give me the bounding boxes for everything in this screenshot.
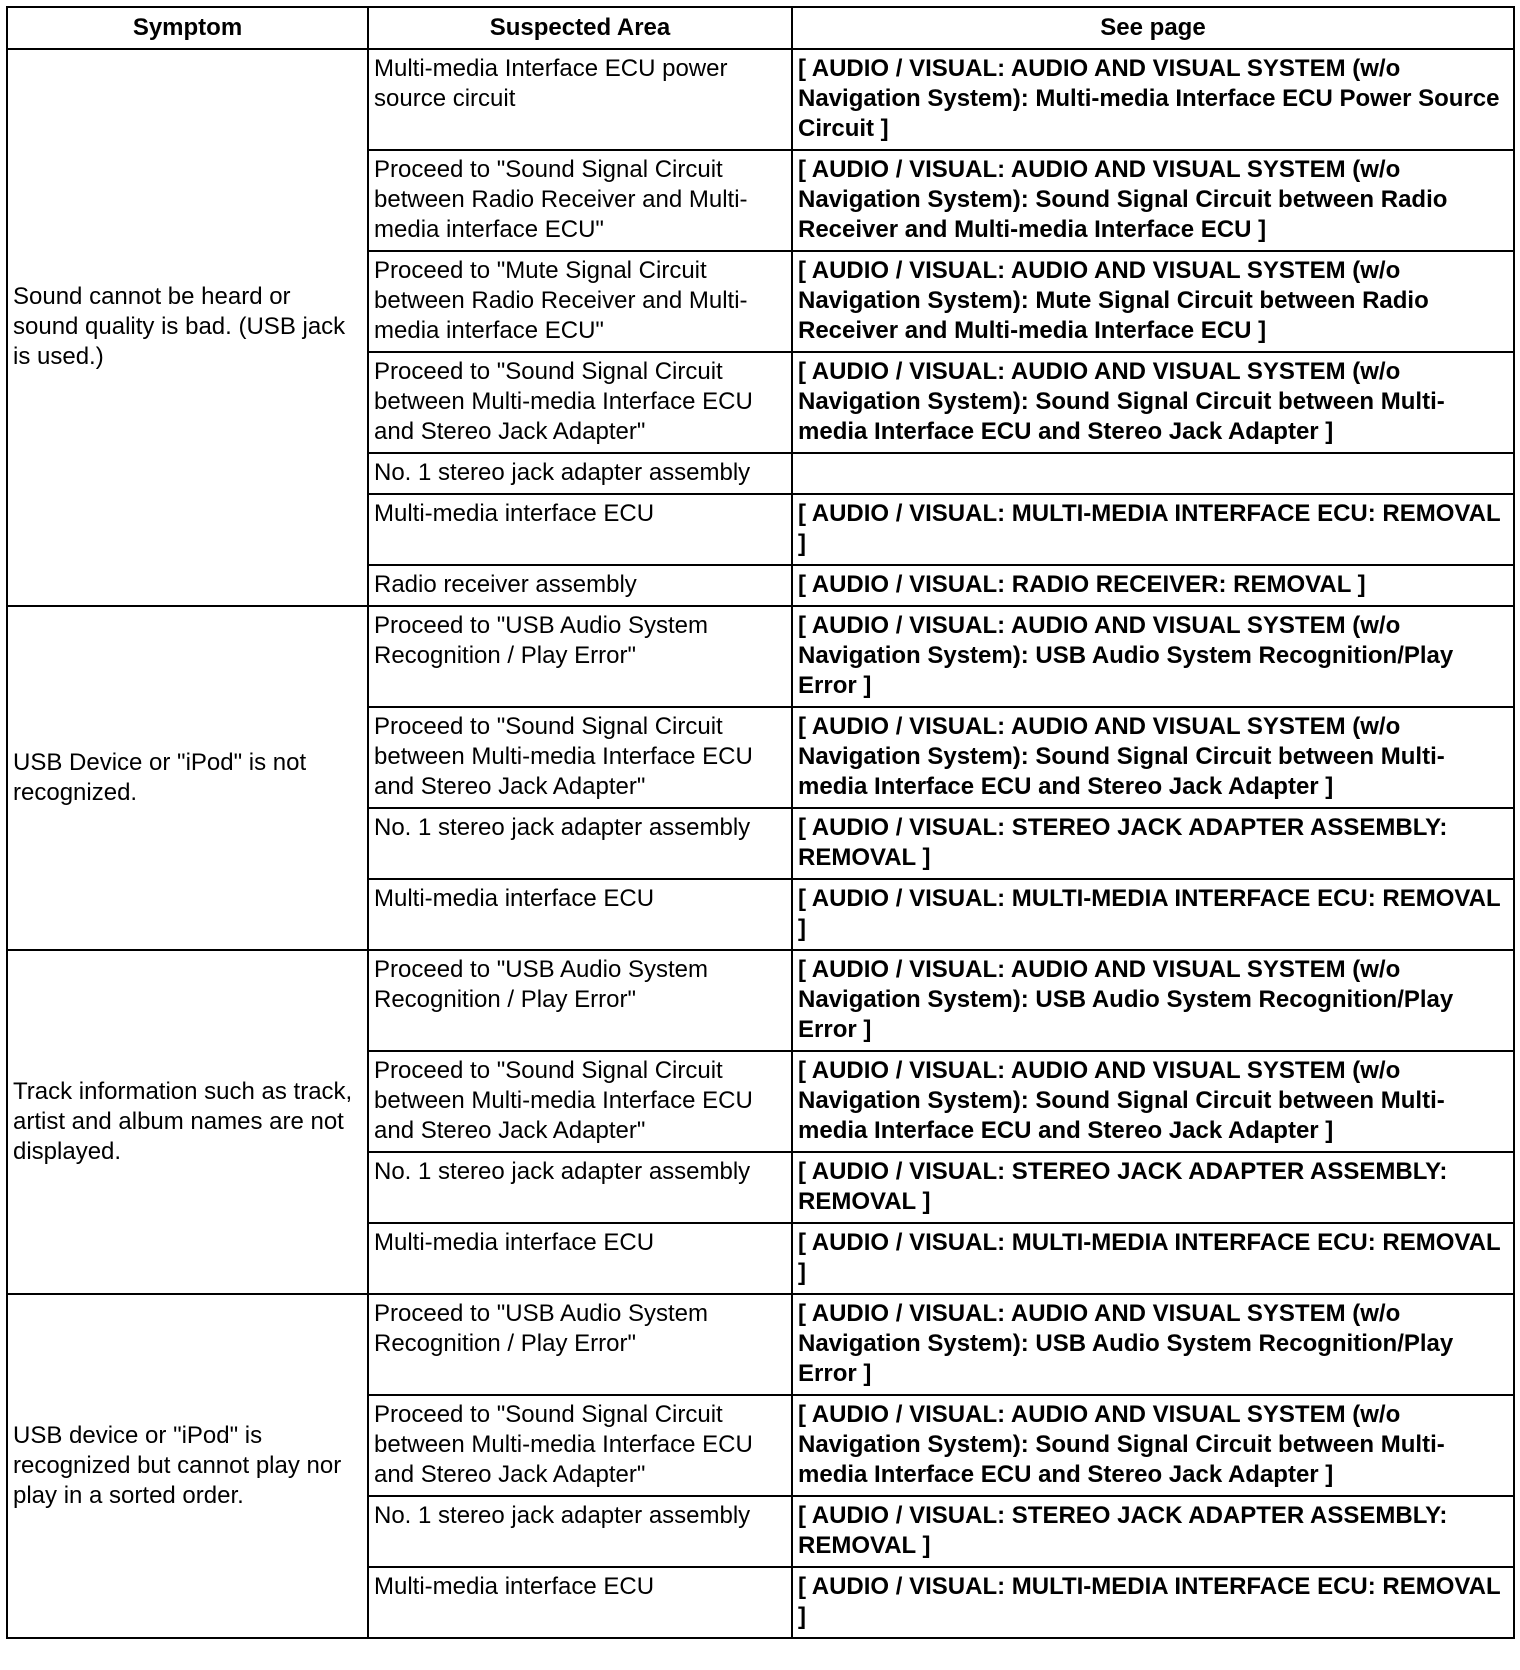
see-page-link[interactable]: [ AUDIO / VISUAL: STEREO JACK ADAPTER ASSEMBLY: REMOVAL ]	[792, 1496, 1514, 1567]
suspected-area-cell: Proceed to "Sound Signal Circuit between Multi-media Interface ECU and Stereo Jack Adapter"	[368, 352, 792, 453]
suspected-area-cell: Proceed to "Sound Signal Circuit between Multi-media Interface ECU and Stereo Jack Adapter"	[368, 1051, 792, 1152]
see-page-link[interactable]: [ AUDIO / VISUAL: AUDIO AND VISUAL SYSTEM (w/o Navigation System): Sound Signal Circuit between Multi-media Interface ECU and Stereo Jack Adapter ]	[792, 352, 1514, 453]
see-page-link[interactable]: [ AUDIO / VISUAL: STEREO JACK ADAPTER ASSEMBLY: REMOVAL ]	[792, 1152, 1514, 1223]
see-page-link[interactable]: [ AUDIO / VISUAL: AUDIO AND VISUAL SYSTEM (w/o Navigation System): Multi-media Interface ECU Power Source Circuit ]	[792, 49, 1514, 150]
suspected-area-cell: No. 1 stereo jack adapter assembly	[368, 1152, 792, 1223]
suspected-area-cell: Multi-media interface ECU	[368, 494, 792, 565]
suspected-area-cell: Proceed to "Sound Signal Circuit between Multi-media Interface ECU and Stereo Jack Adapter"	[368, 1395, 792, 1496]
suspected-area-cell: Proceed to "USB Audio System Recognition / Play Error"	[368, 606, 792, 707]
see-page-cell-empty	[792, 453, 1514, 494]
see-page-link[interactable]: [ AUDIO / VISUAL: MULTI-MEDIA INTERFACE ECU: REMOVAL ]	[792, 879, 1514, 950]
troubleshooting-table-container	[6, 6, 1513, 1639]
suspected-area-cell: Proceed to "USB Audio System Recognition / Play Error"	[368, 950, 792, 1051]
suspected-area-cell: Multi-media interface ECU	[368, 879, 792, 950]
symptom-cell: Track information such as track, artist and album names are not displayed.	[7, 950, 368, 1294]
table-row	[7, 49, 1514, 150]
suspected-area-cell: Proceed to "Mute Signal Circuit between Radio Receiver and Multi-media interface ECU"	[368, 251, 792, 352]
table-row	[7, 606, 1514, 707]
see-page-link[interactable]: [ AUDIO / VISUAL: AUDIO AND VISUAL SYSTEM (w/o Navigation System): USB Audio System Recognition/Play Error ]	[792, 606, 1514, 707]
table-body	[7, 49, 1514, 1638]
header-symptom: Symptom	[7, 7, 368, 49]
see-page-link[interactable]: [ AUDIO / VISUAL: MULTI-MEDIA INTERFACE ECU: REMOVAL ]	[792, 494, 1514, 565]
symptom-cell: USB Device or "iPod" is not recognized.	[7, 606, 368, 950]
suspected-area-cell: No. 1 stereo jack adapter assembly	[368, 808, 792, 879]
symptom-cell: USB device or "iPod" is recognized but cannot play nor play in a sorted order.	[7, 1294, 368, 1638]
see-page-link[interactable]: [ AUDIO / VISUAL: AUDIO AND VISUAL SYSTEM (w/o Navigation System): Mute Signal Circuit between Radio Receiver and Multi-media Interface ECU ]	[792, 251, 1514, 352]
suspected-area-cell: Proceed to "Sound Signal Circuit between Multi-media Interface ECU and Stereo Jack Adapter"	[368, 707, 792, 808]
see-page-link[interactable]: [ AUDIO / VISUAL: AUDIO AND VISUAL SYSTEM (w/o Navigation System): Sound Signal Circuit between Radio Receiver and Multi-media Interface ECU ]	[792, 150, 1514, 251]
suspected-area-cell: Proceed to "Sound Signal Circuit between Radio Receiver and Multi-media interface ECU"	[368, 150, 792, 251]
see-page-link[interactable]: [ AUDIO / VISUAL: AUDIO AND VISUAL SYSTEM (w/o Navigation System): Sound Signal Circuit between Multi-media Interface ECU and Stereo Jack Adapter ]	[792, 707, 1514, 808]
see-page-link[interactable]: [ AUDIO / VISUAL: AUDIO AND VISUAL SYSTEM (w/o Navigation System): Sound Signal Circuit between Multi-media Interface ECU and Stereo Jack Adapter ]	[792, 1051, 1514, 1152]
symptom-cell: Sound cannot be heard or sound quality is bad. (USB jack is used.)	[7, 49, 368, 606]
troubleshooting-table	[6, 6, 1515, 1639]
suspected-area-cell: Multi-media Interface ECU power source circuit	[368, 49, 792, 150]
header-suspected-area: Suspected Area	[368, 7, 792, 49]
see-page-link[interactable]: [ AUDIO / VISUAL: MULTI-MEDIA INTERFACE ECU: REMOVAL ]	[792, 1223, 1514, 1294]
see-page-link[interactable]: [ AUDIO / VISUAL: AUDIO AND VISUAL SYSTEM (w/o Navigation System): Sound Signal Circuit between Multi-media Interface ECU and Stereo Jack Adapter ]	[792, 1395, 1514, 1496]
see-page-link[interactable]: [ AUDIO / VISUAL: STEREO JACK ADAPTER ASSEMBLY: REMOVAL ]	[792, 808, 1514, 879]
see-page-link[interactable]: [ AUDIO / VISUAL: AUDIO AND VISUAL SYSTEM (w/o Navigation System): USB Audio System Recognition/Play Error ]	[792, 950, 1514, 1051]
see-page-link[interactable]: [ AUDIO / VISUAL: RADIO RECEIVER: REMOVAL ]	[792, 565, 1514, 606]
suspected-area-cell: Multi-media interface ECU	[368, 1223, 792, 1294]
table-row	[7, 950, 1514, 1051]
see-page-link[interactable]: [ AUDIO / VISUAL: AUDIO AND VISUAL SYSTEM (w/o Navigation System): USB Audio System Recognition/Play Error ]	[792, 1294, 1514, 1395]
table-row	[7, 1294, 1514, 1395]
see-page-link[interactable]: [ AUDIO / VISUAL: MULTI-MEDIA INTERFACE ECU: REMOVAL ]	[792, 1567, 1514, 1638]
suspected-area-cell: Proceed to "USB Audio System Recognition / Play Error"	[368, 1294, 792, 1395]
table-header-row	[7, 7, 1514, 49]
suspected-area-cell: Radio receiver assembly	[368, 565, 792, 606]
suspected-area-cell: No. 1 stereo jack adapter assembly	[368, 1496, 792, 1567]
suspected-area-cell: No. 1 stereo jack adapter assembly	[368, 453, 792, 494]
suspected-area-cell: Multi-media interface ECU	[368, 1567, 792, 1638]
header-see-page: See page	[792, 7, 1514, 49]
